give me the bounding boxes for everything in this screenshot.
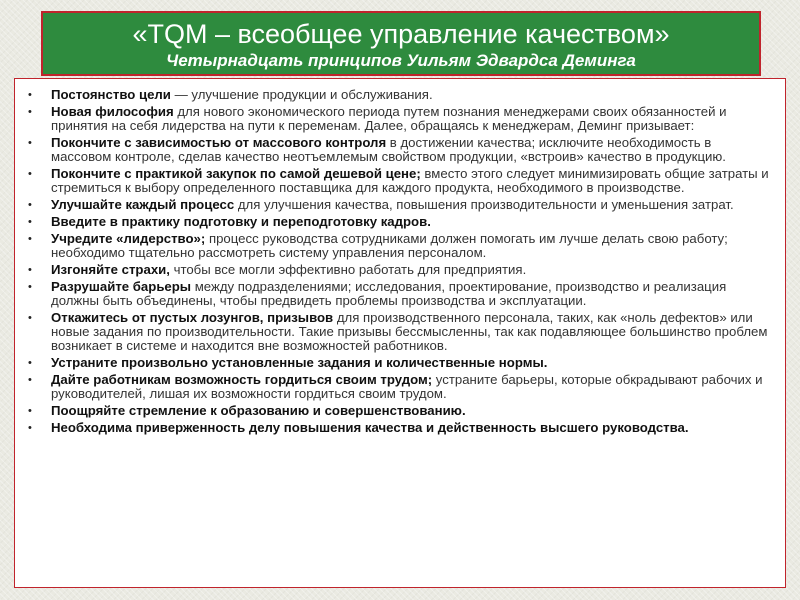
principle-item xyxy=(28,166,775,195)
principle-lead: Изгоняйте страхи, xyxy=(51,262,170,277)
principle-text: в достижении качества; исключите необходимость в массовом контроле, сделав качество неотъемлемым свойством продукции, «встроив» качество в продукцию. xyxy=(51,135,726,164)
slide-title: «TQM – всеобщее управление качеством» xyxy=(132,19,670,49)
principle-item xyxy=(28,420,775,435)
principle-lead: Необходима приверженность делу повышения качества и действенность высшего руководства. xyxy=(51,420,689,435)
principle-item xyxy=(28,310,775,353)
principle-lead: Откажитесь от пустых лозунгов, призывов xyxy=(51,310,334,325)
bullet-dot-icon: • xyxy=(28,281,32,293)
principle-text: процесс руководства сотрудниками должен помогать им лучше делать свою работу; необходимо тщательно рассмотреть систему управления персоналом. xyxy=(51,231,728,260)
bullet-dot-icon: • xyxy=(28,216,32,228)
principle-lead: Улучшайте каждый процесс xyxy=(51,197,235,212)
principle-item xyxy=(28,214,775,229)
principle-item xyxy=(28,231,775,260)
bullet-dot-icon: • xyxy=(28,312,32,324)
principle-lead: Новая философия xyxy=(51,104,174,119)
principle-lead: Поощряйте стремление к образованию и совершенствованию. xyxy=(51,403,466,418)
principle-lead: Учредите «лидерство»; xyxy=(51,231,206,246)
bullet-dot-icon: • xyxy=(28,374,32,386)
principle-text: — улучшение продукции и обслуживания. xyxy=(170,87,433,102)
bullet-dot-icon: • xyxy=(28,89,32,101)
principle-item xyxy=(28,262,775,277)
principle-lead: Покончите с практикой закупок по самой дешевой цене; xyxy=(51,166,421,181)
principle-lead: Покончите с зависимостью от массового контроля xyxy=(51,135,387,150)
principle-lead: Устраните произвольно установленные задания и количественные нормы. xyxy=(51,355,548,370)
principle-text: между подразделениями; исследования, проектирование, производство и реализация должны быть объединены, чтобы предвидеть проблемы производства и эксплуатации. xyxy=(51,279,727,308)
content-panel xyxy=(14,78,786,588)
principle-item xyxy=(28,87,775,102)
principle-lead: Разрушайте барьеры xyxy=(51,279,192,294)
principle-item xyxy=(28,372,775,401)
principle-item xyxy=(28,355,775,370)
principle-item xyxy=(28,403,775,418)
principle-text: для улучшения качества, повышения производительности и уменьшения затрат. xyxy=(234,197,734,212)
principle-text: устраните барьеры, которые обкрадывают рабочих и руководителей, лишая их возможности гордиться своим трудом. xyxy=(51,372,763,401)
principle-lead: Постоянство цели xyxy=(51,87,171,102)
bullet-dot-icon: • xyxy=(28,137,32,149)
bullet-dot-icon: • xyxy=(28,422,32,434)
principle-text: вместо этого следует минимизировать общие затраты и стремиться к выбору определенного поставщика для каждого продукта, необходимого в производстве. xyxy=(51,166,769,195)
title-banner xyxy=(41,11,761,76)
principle-item xyxy=(28,135,775,164)
principle-item xyxy=(28,197,775,212)
bullet-dot-icon: • xyxy=(28,357,32,369)
bullet-dot-icon: • xyxy=(28,405,32,417)
principles-list xyxy=(28,87,775,438)
principle-item xyxy=(28,104,775,133)
principle-item xyxy=(28,279,775,308)
principle-lead: Введите в практику подготовку и переподготовку кадров. xyxy=(51,214,431,229)
principle-text: для производственного персонала, таких, как «ноль дефектов» или новые задания по производительности. Такие призывы бессмысленны, так как подавляющее большинство проблем возникает в системе и находится вне возможностей работников. xyxy=(51,310,768,353)
bullet-dot-icon: • xyxy=(28,106,32,118)
bullet-dot-icon: • xyxy=(28,233,32,245)
principle-text: для нового экономического периода путем познания менеджерами своих обязанностей и принятия на себя лидерства на пути к переменам. Далее, обращаясь к менеджерам, Деминг призывает: xyxy=(51,104,727,133)
bullet-dot-icon: • xyxy=(28,168,32,180)
bullet-dot-icon: • xyxy=(28,199,32,211)
principle-lead: Дайте работникам возможность гордиться своим трудом; xyxy=(51,372,433,387)
bullet-dot-icon: • xyxy=(28,264,32,276)
principle-text: чтобы все могли эффективно работать для предприятия. xyxy=(169,262,527,277)
slide-subtitle: Четырнадцать принципов Уильям Эдвардса Деминга xyxy=(166,51,636,70)
